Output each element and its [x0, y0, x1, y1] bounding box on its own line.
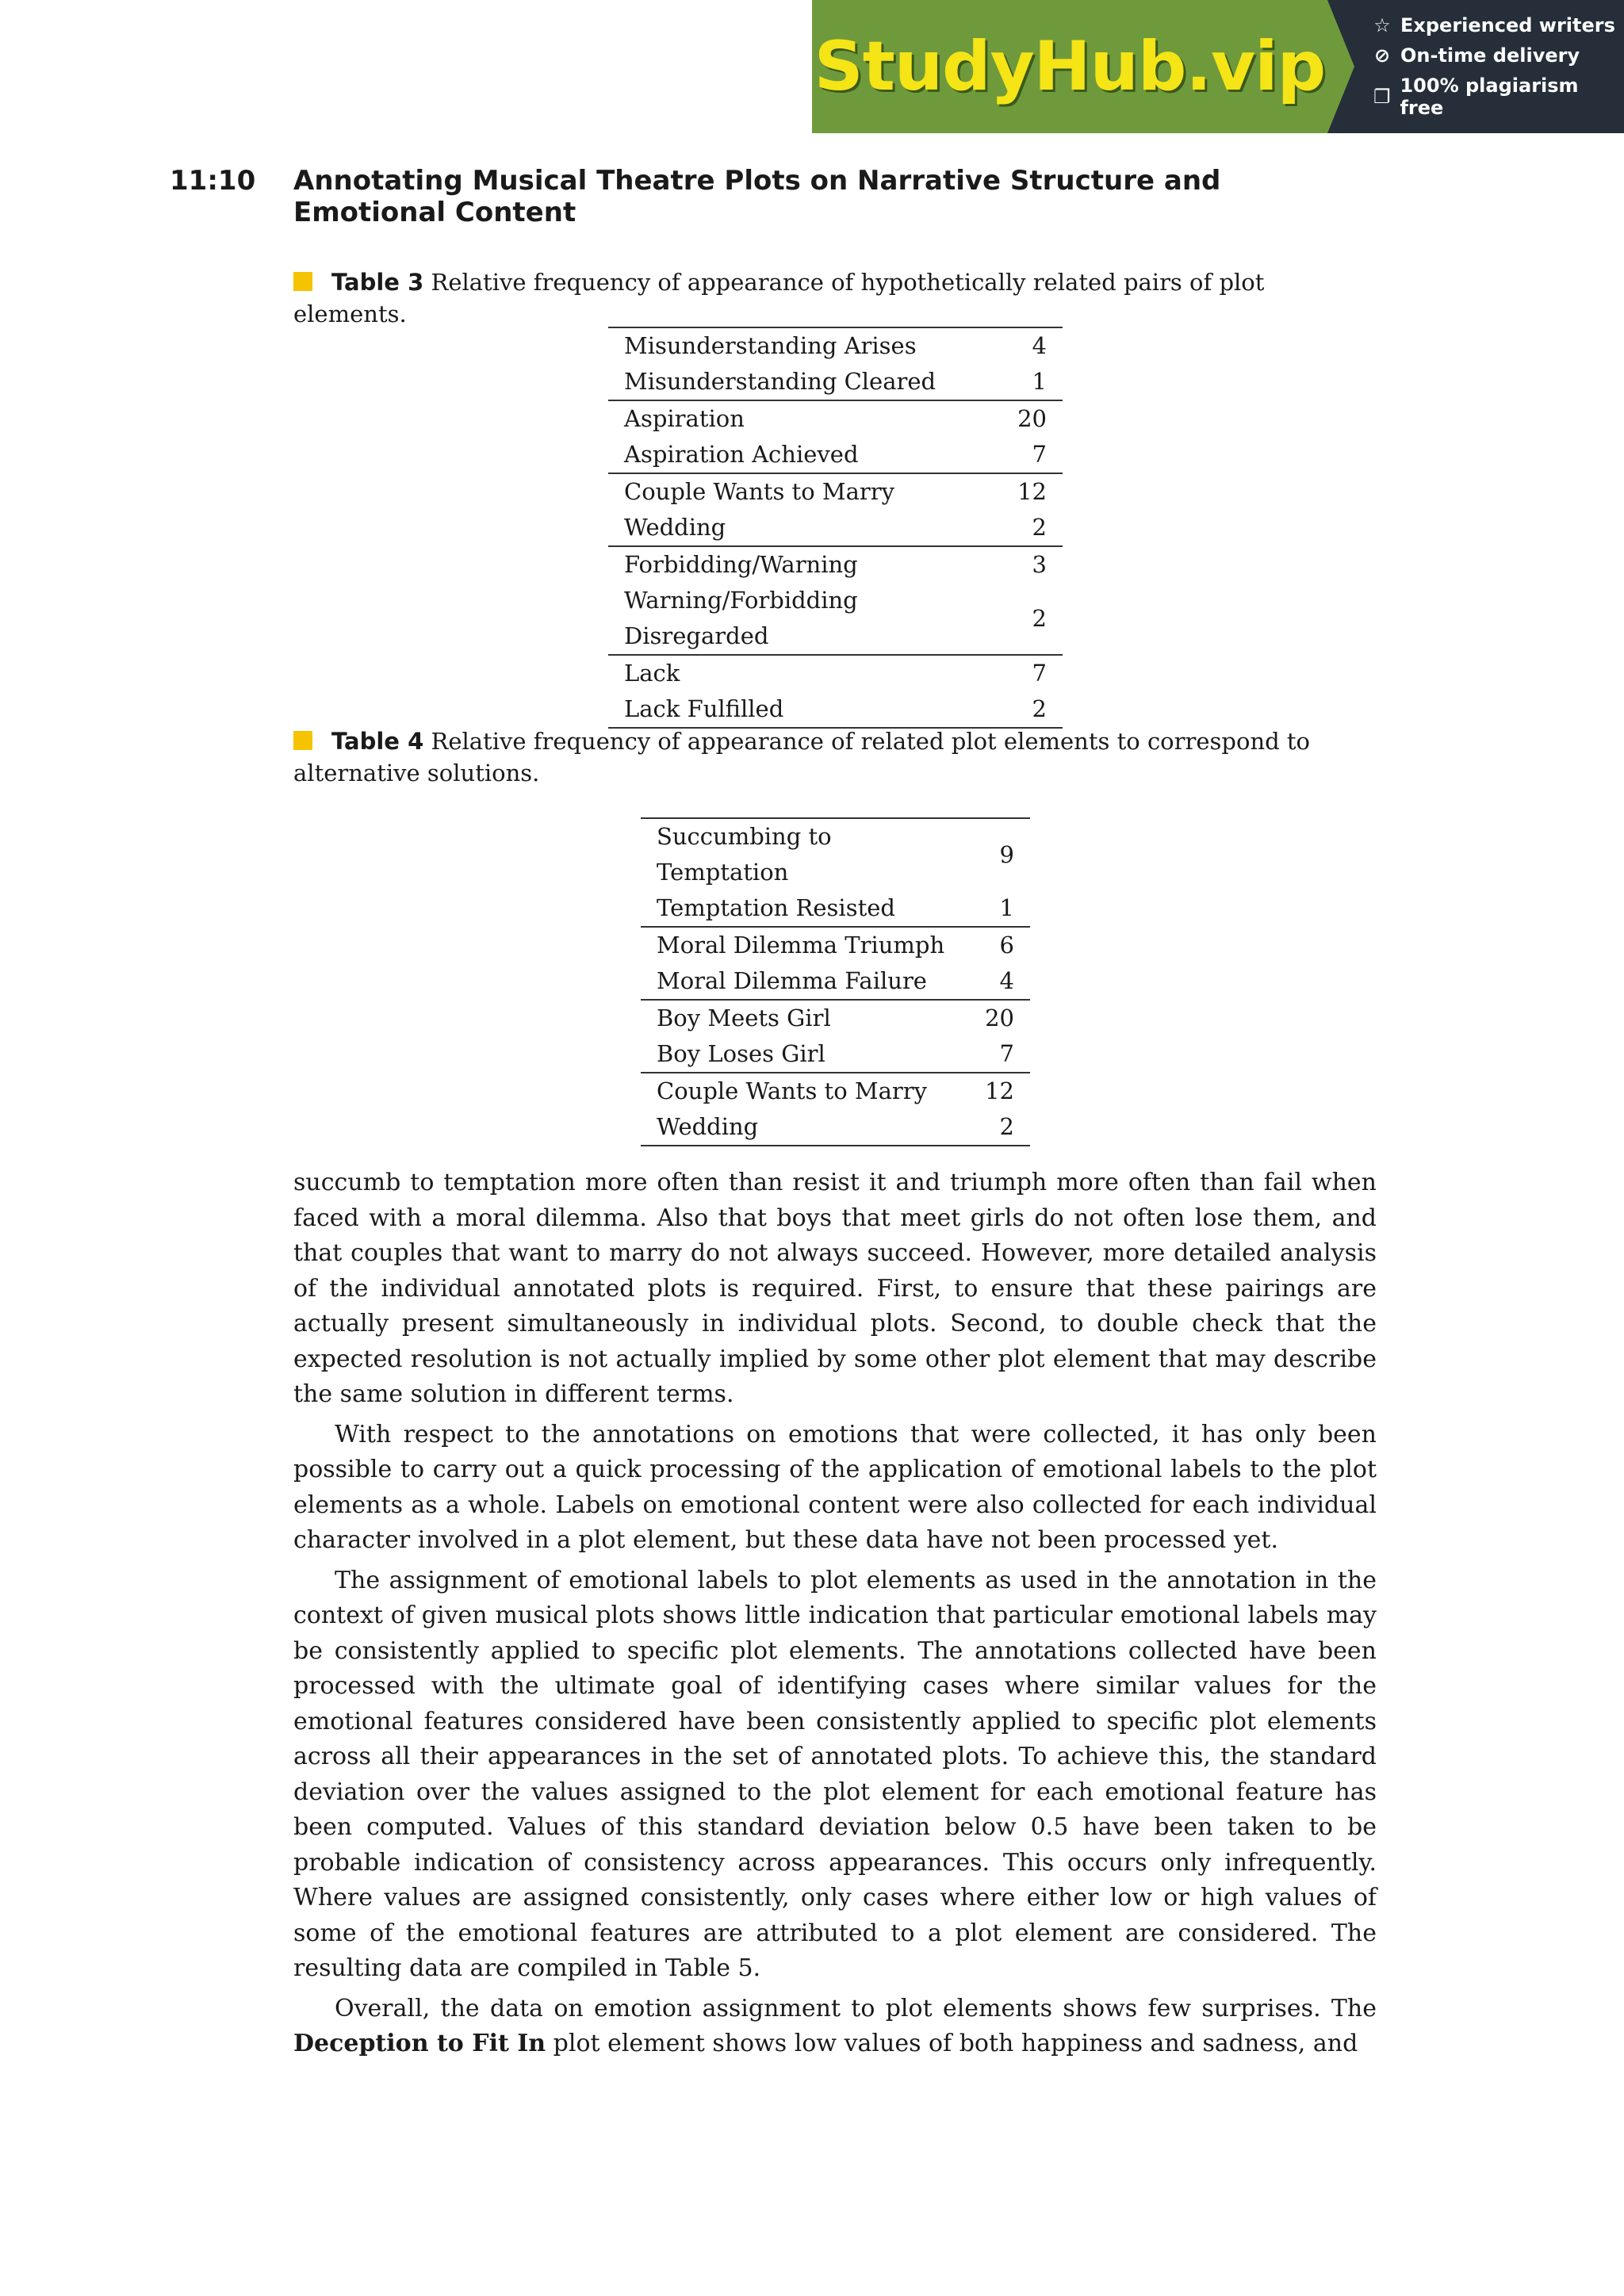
table-cell-value: 2	[1032, 604, 1047, 632]
table-cell-value: 9	[969, 818, 1030, 890]
banner-features	[1327, 0, 1624, 133]
table-cell-value: 3	[1002, 546, 1063, 583]
feature-text: 100% plagiarism free	[1400, 75, 1579, 119]
table-row	[641, 1036, 1030, 1073]
table-cell-name: Wedding	[624, 514, 726, 541]
page-number: 11:10	[170, 165, 256, 197]
table-cell-value: 12	[1002, 473, 1063, 510]
table-row	[608, 327, 1063, 364]
feature-on-time-delivery	[1372, 44, 1624, 67]
table-row	[608, 437, 1063, 473]
table-row	[641, 1109, 1030, 1146]
paragraph-text: plot element shows low values of both happiness and sadness, and	[553, 2030, 1358, 2057]
caption-marker-icon	[293, 731, 312, 750]
table4	[641, 817, 1030, 1146]
table-row	[608, 473, 1063, 510]
table-cell-value: 20	[969, 1000, 1030, 1036]
banner-logo[interactable]	[812, 0, 1327, 133]
table-cell-name: Boy Meets Girl	[641, 1000, 969, 1036]
banner-arrow-shape	[1327, 0, 1354, 133]
table-cell-name: Misunderstanding Cleared	[624, 368, 936, 395]
table-cell-name: Couple Wants to Marry	[641, 1073, 969, 1109]
table-row	[608, 691, 1063, 728]
caption-marker-icon	[293, 272, 312, 291]
table-cell-value: 2	[1002, 691, 1063, 728]
table-cell-name: Forbidding/Warning	[608, 546, 1002, 583]
table-row	[641, 818, 1030, 890]
table-cell-name: Aspiration Achieved	[624, 441, 859, 468]
table-cell-name: Boy Loses Girl	[657, 1040, 825, 1067]
table-row	[641, 1073, 1030, 1109]
star-icon: ☆	[1373, 14, 1391, 36]
table-cell-value: 1	[999, 894, 1014, 921]
table-row	[608, 583, 1063, 655]
table-cell-name: Warning/Forbidding Disregarded	[624, 587, 858, 649]
table-cell-value: 7	[999, 1040, 1014, 1067]
table-cell-name: Lack	[608, 655, 1002, 691]
table-row	[608, 655, 1063, 691]
table-row	[608, 546, 1063, 583]
table-cell-value: 4	[999, 967, 1014, 994]
feature-text: Experienced writers	[1400, 14, 1615, 36]
paragraph	[293, 1992, 1377, 2062]
table-row	[608, 364, 1063, 400]
banner-logo-text: StudyHub.vip	[814, 27, 1326, 106]
paragraph: With respect to the annotations on emotions that were collected, it has only been possible to carry out a quick processing of the application of emotional labels to the plot elements as a whole. Labels on emotional content were also collected for each individual character involved in a plot element, but these data have not been processed yet.	[293, 1420, 1377, 1554]
table-cell-name: Aspiration	[608, 400, 1002, 437]
table-cell-value: 12	[969, 1073, 1030, 1109]
table-cell-name: Succumbing to Temptation	[641, 818, 969, 890]
table-cell-value: 20	[1002, 400, 1063, 437]
table-cell-value: 4	[1002, 327, 1063, 364]
feature-text: On-time delivery	[1400, 44, 1580, 67]
paragraph: The assignment of emotional labels to plot elements as used in the annotation in the context of given musical plots shows little indication that particular emotional labels may be consistently applied to specific plot elements. The annotations collected have been processed with the ultimate goal of identifying cases where similar values for the emotional features considered have been consistently applied to specific plot elements across all their appearances in the set of annotated plots. To achieve this, the standard deviation over the values assigned to the plot element for each emotional feature has been computed. Values of this standard deviation below 0.5 have been taken to be probable indication of consistency across appearances. This occurs only infrequently. Where values are assigned consistently, only cases where either low or high values of some of the emotional features are attributed to a plot element are considered. The resulting data are compiled in Table 5.	[293, 1566, 1377, 1982]
table-row	[608, 510, 1063, 546]
table-row	[641, 963, 1030, 1000]
table4-label: Table 4	[331, 728, 424, 755]
table4-caption	[293, 725, 1377, 789]
table-cell-value: 7	[1002, 655, 1063, 691]
plot-element-term: Deception to Fit In	[293, 2030, 546, 2057]
table-cell-name: Lack Fulfilled	[608, 691, 1002, 728]
table3-caption	[293, 266, 1377, 330]
table-cell-name: Couple Wants to Marry	[608, 473, 1002, 510]
table-cell-value: 7	[1032, 441, 1047, 468]
table-row	[608, 400, 1063, 437]
table-cell-value: 2	[969, 1109, 1030, 1146]
paragraph: succumb to temptation more often than resist it and triumph more often than fail when faced with a moral dilemma. Also that boys that meet girls do not often lose them, and that couples that want to marry do not always succeed. However, more detailed analysis of the individual annotated plots is required. First, to ensure that these pairings are actually present simultaneously in individual plots. Second, to double check that the expected resolution is not actually implied by some other plot element that may describe the same solution in different terms.	[293, 1169, 1377, 1408]
running-header	[170, 165, 1375, 228]
studyhub-banner[interactable]	[812, 0, 1624, 133]
table-cell-name: Temptation Resisted	[657, 894, 895, 921]
document-check-icon: ❐	[1373, 86, 1391, 108]
table-row	[641, 927, 1030, 963]
table-row	[641, 890, 1030, 927]
table-cell-value: 1	[1032, 368, 1047, 395]
table-cell-name: Wedding	[641, 1109, 969, 1146]
table-cell-name: Misunderstanding Arises	[608, 327, 1002, 364]
table4-caption-text: Relative frequency of appearance of related plot elements to correspond to alternative solutions.	[293, 728, 1311, 786]
body-text	[293, 1165, 1377, 2067]
table-row	[641, 1000, 1030, 1036]
feature-experienced-writers	[1372, 14, 1624, 36]
feature-plagiarism-free	[1372, 75, 1624, 119]
table3-label: Table 3	[331, 269, 424, 296]
table3	[608, 327, 1063, 729]
running-title: Annotating Musical Theatre Plots on Narrative Structure and Emotional Content	[293, 165, 1221, 228]
table-cell-name: Moral Dilemma Failure	[657, 967, 927, 994]
table-cell-value: 2	[1032, 514, 1047, 541]
table-cell-value: 6	[969, 927, 1030, 963]
table-cell-name: Moral Dilemma Triumph	[641, 927, 969, 963]
clock-icon: ⊘	[1373, 44, 1391, 67]
paragraph-text: Overall, the data on emotion assignment to plot elements shows few surprises. The	[335, 1994, 1377, 2022]
table3-caption-text: Relative frequency of appearance of hypothetically related pairs of plot elements.	[293, 269, 1265, 327]
